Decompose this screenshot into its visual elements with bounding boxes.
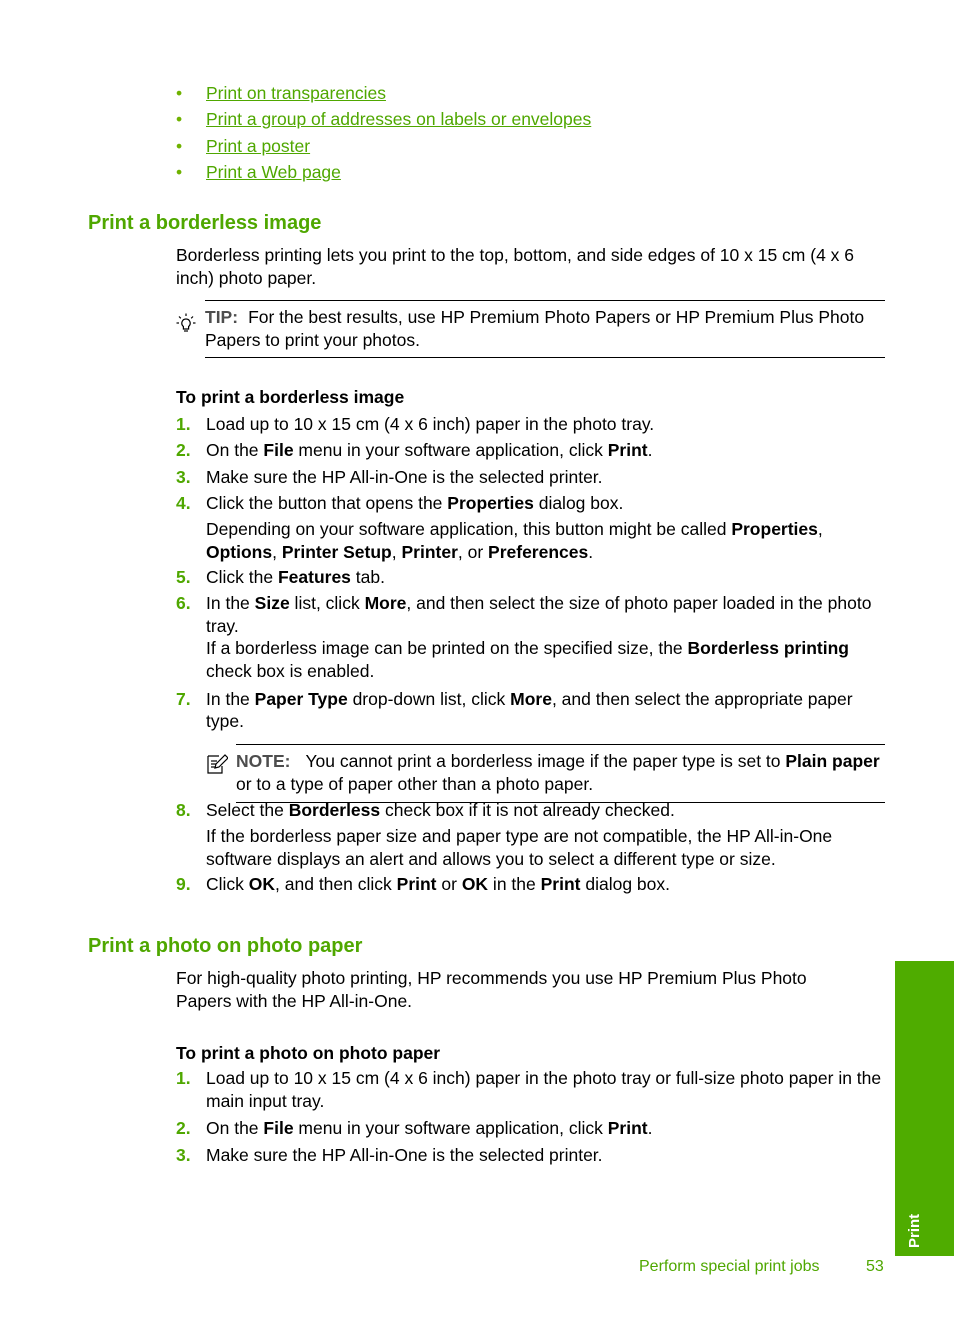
tip-text: For the best results, use HP Premium Photo Papers or HP Premium Plus Photo Papers to print your photos. bbox=[205, 307, 865, 350]
related-links bbox=[175, 80, 591, 185]
chapter-side-tab bbox=[895, 961, 954, 1256]
note-top-rule bbox=[236, 744, 885, 745]
list-item bbox=[175, 80, 591, 106]
lightbulb-icon bbox=[176, 313, 196, 340]
list-item: 3. Make sure the HP All-in-One is the selected printer. bbox=[176, 466, 603, 487]
tip-label: TIP: bbox=[205, 307, 239, 327]
link-print-poster[interactable]: Print a poster bbox=[206, 135, 311, 156]
note-box bbox=[206, 750, 886, 795]
note-label: NOTE: bbox=[236, 751, 291, 771]
steps-photo-paper bbox=[176, 1067, 886, 1170]
section-intro-borderless: Borderless printing lets you print to the top, bottom, and side edges of 10 x 15 cm (4 x 6 inch) photo paper. bbox=[176, 245, 855, 288]
list-item bbox=[175, 159, 591, 185]
list-item: 5. Click the Features tab. bbox=[176, 566, 385, 587]
list-item: 2. On the File menu in your software application, click Print. bbox=[176, 1117, 653, 1138]
note-pencil-icon bbox=[206, 753, 228, 780]
list-item: 1. Load up to 10 x 15 cm (4 x 6 inch) paper in the photo tray or full-size photo paper in the main input tray. bbox=[176, 1068, 882, 1111]
side-tab-label: Print bbox=[906, 1213, 923, 1248]
list-item bbox=[175, 133, 591, 159]
list-item: 2. On the File menu in your software application, click Print. bbox=[176, 440, 653, 461]
steps-borderless bbox=[176, 413, 886, 899]
list-item: 1. Load up to 10 x 15 cm (4 x 6 inch) paper in the photo tray. bbox=[176, 414, 655, 434]
page-number: 53 bbox=[866, 1258, 884, 1275]
footer-section-title: Perform special print jobs bbox=[639, 1258, 820, 1275]
list-item: 9. Click OK, and then click Print or OK in the Print dialog box. bbox=[176, 873, 670, 894]
list-item: 6. In the Size list, click More, and then select the size of photo paper loaded in the photo tray. If a borderless image can be printed on the specified size, the Borderless printing check box is enabled. bbox=[176, 593, 872, 681]
procedure-title-borderless: To print a borderless image bbox=[176, 387, 405, 407]
note-text: You cannot print a borderless image if the paper type is set to Plain paper or to a type of paper other than a photo paper. bbox=[236, 751, 880, 794]
list-item: 7. In the Paper Type drop-down list, click More, and then select the appropriate paper type. bbox=[176, 688, 853, 732]
procedure-title-photo-paper: To print a photo on photo paper bbox=[176, 1043, 441, 1063]
tip-top-rule bbox=[205, 300, 885, 301]
list-item: 8. Select the Borderless check box if it is not already checked. If the borderless paper size and paper type are not compatible, the HP All-in-One software displays an alert and allows you to select a different type or size. bbox=[176, 799, 833, 869]
list-item: 3. Make sure the HP All-in-One is the selected printer. bbox=[176, 1144, 603, 1165]
tip-bottom-rule bbox=[205, 357, 885, 358]
list-item bbox=[175, 106, 591, 132]
section-heading-borderless: Print a borderless image bbox=[88, 212, 322, 234]
link-print-labels-envelopes[interactable]: Print a group of addresses on labels or envelopes bbox=[206, 109, 592, 130]
section-heading-photo-paper: Print a photo on photo paper bbox=[88, 935, 363, 957]
note-bottom-rule bbox=[236, 802, 885, 803]
section-intro-photo-paper: For high-quality photo printing, HP recommends you use HP Premium Plus Photo Papers with the HP All-in-One. bbox=[176, 968, 807, 1011]
tip-box bbox=[176, 306, 886, 351]
link-print-on-transparencies[interactable]: Print on transparencies bbox=[206, 83, 386, 103]
list-item: 4. Click the button that opens the Properties dialog box. Depending on your software application, this button might be called Properties, Options, Printer Setup, Printer, or Preferences. bbox=[176, 492, 823, 562]
link-print-web-page[interactable]: Print a Web page bbox=[206, 161, 341, 182]
